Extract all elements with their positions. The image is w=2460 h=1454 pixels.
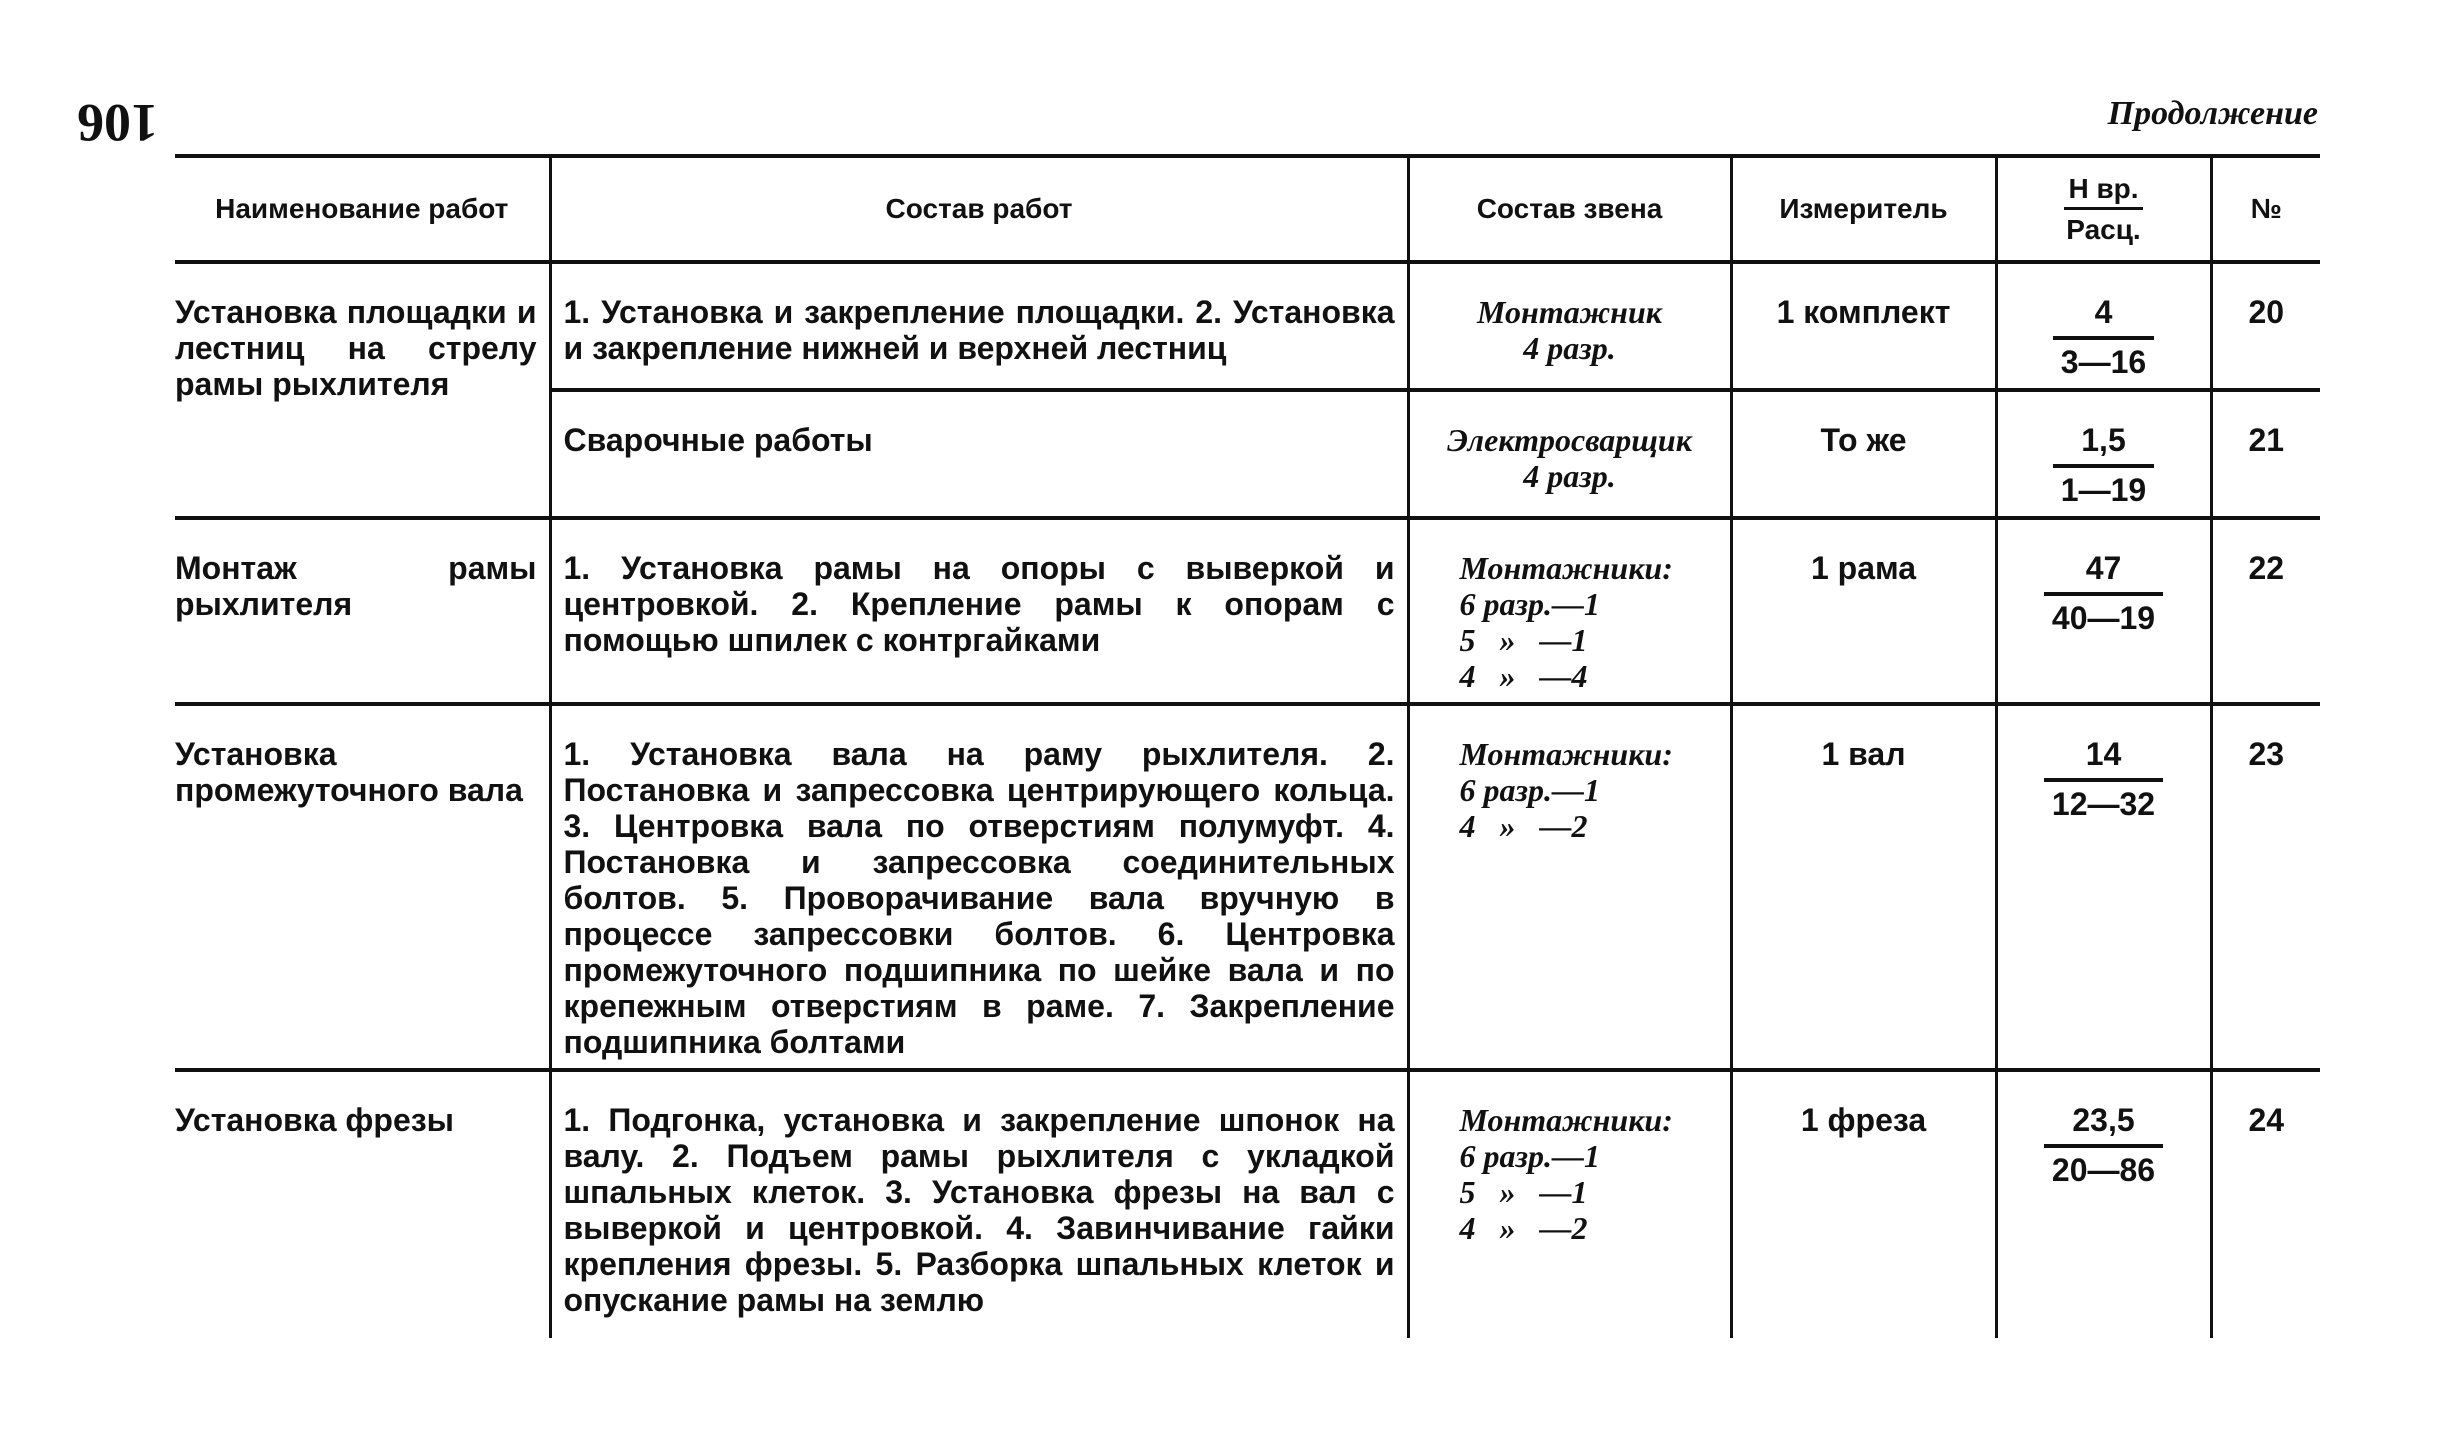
crew-title: Монтажник [1477, 294, 1662, 330]
unit: 1 фреза [1731, 1070, 1996, 1338]
continuation-label: Продолжение [2107, 95, 2318, 132]
table-row [175, 704, 2320, 1070]
norm-time: 47 [2085, 550, 2122, 586]
crew-line: 4 » —2 [1459, 1210, 1588, 1246]
crew-composition [1408, 704, 1731, 1070]
unit: То же [1731, 390, 1996, 518]
rate: 20—86 [2051, 1152, 2156, 1188]
work-content: 1. Установка вала на раму рыхлителя. 2. Постановка и запрессовка центрирующего кольца. 3. Центровка вала по отверстиям полумуфт. 4. Постановка и запрессовка соединительных болтов. 5. Проворачивание вала вручную в процессе запрессовки болтов. 6. Центровка промежуточного подшипника по шейке вала и по крепежным отверстиям в раме. 7. Закрепление подшипника болтами [550, 704, 1408, 1070]
fraction-rule [2044, 592, 2163, 596]
crew-line: 6 разр.—1 [1459, 1138, 1600, 1174]
header-norm-fraction [2064, 173, 2142, 246]
fraction-rule [2053, 336, 2154, 340]
row-number: 22 [2211, 518, 2320, 704]
unit: 1 комплект [1731, 262, 1996, 390]
crew-title: Монтажники: [1459, 1102, 1673, 1138]
work-name: Установка фрезы [175, 1070, 550, 1338]
page-number: 106 [77, 93, 158, 153]
crew-line: 4 » —4 [1459, 658, 1588, 694]
crew-line: 4 » —2 [1459, 808, 1588, 844]
fraction-rule [2053, 464, 2154, 468]
work-content: 1. Подгонка, установка и закрепление шпонок на валу. 2. Подъем рамы рыхлителя с укладкой шпальных клеток. 3. Установка фрезы на вал с выверкой и центровкой. 4. Завинчивание гайки крепления фрезы. 5. Разборка шпальных клеток и опускание рамы на землю [550, 1070, 1408, 1338]
norm-fraction [1996, 704, 2211, 1070]
work-content: Сварочные работы [550, 390, 1408, 518]
header-norm-time: Н вр. [2064, 173, 2142, 210]
fraction-rule [2044, 778, 2163, 782]
norm-time: 1,5 [2081, 422, 2126, 458]
fraction-rule [2044, 1144, 2163, 1148]
rate: 3—16 [2060, 344, 2147, 380]
work-name: Установка площадки и лестниц на стрелу рамы рыхлителя [175, 262, 550, 518]
row-number: 24 [2211, 1070, 2320, 1338]
work-content: 1. Установка рамы на опоры с выверкой и центровкой. 2. Крепление рамы к опорам с помощью шпилек с контргайками [550, 518, 1408, 704]
crew-line: 4 разр. [1523, 330, 1616, 366]
header-norm [1996, 156, 2211, 262]
row-number: 23 [2211, 704, 2320, 1070]
rate: 12—32 [2051, 786, 2156, 822]
crew-line: 6 разр.—1 [1459, 586, 1600, 622]
norm-fraction [1996, 262, 2211, 390]
norm-time: 14 [2085, 736, 2122, 772]
norms-table [175, 154, 2320, 1338]
work-name: Монтаж рамы рыхлителя [175, 518, 550, 704]
crew-composition [1408, 518, 1731, 704]
norm-fraction [1996, 1070, 2211, 1338]
crew-composition [1408, 390, 1731, 518]
norm-time: 23,5 [2072, 1102, 2135, 1138]
crew-line: 6 разр.—1 [1459, 772, 1600, 808]
header-number: № [2211, 156, 2320, 262]
norm-fraction [1996, 518, 2211, 704]
row-number: 21 [2211, 390, 2320, 518]
crew-composition [1408, 262, 1731, 390]
row-number: 20 [2211, 262, 2320, 390]
unit: 1 рама [1731, 518, 1996, 704]
table-row [175, 262, 2320, 390]
header-work: Состав работ [550, 156, 1408, 262]
unit: 1 вал [1731, 704, 1996, 1070]
header-unit: Измеритель [1731, 156, 1996, 262]
crew-composition [1408, 1070, 1731, 1338]
header-name: Наименование работ [175, 156, 550, 262]
crew-line: 4 разр. [1523, 458, 1616, 494]
table-row [175, 1070, 2320, 1338]
rate: 1—19 [2060, 472, 2147, 508]
crew-line: 5 » —1 [1459, 622, 1588, 658]
norm-time: 4 [2094, 294, 2113, 330]
crew-line: 5 » —1 [1459, 1174, 1588, 1210]
crew-title: Монтажники: [1459, 550, 1673, 586]
header-row [175, 156, 2320, 262]
crew-title: Электросварщик [1447, 422, 1692, 458]
norm-fraction [1996, 390, 2211, 518]
work-content: 1. Установка и закрепление площадки. 2. Установка и закрепление нижней и верхней лестниц [550, 262, 1408, 390]
crew-title: Монтажники: [1459, 736, 1673, 772]
table-row [175, 518, 2320, 704]
header-crew: Состав звена [1408, 156, 1731, 262]
work-name: Установка промежуточного вала [175, 704, 550, 1070]
rate: 40—19 [2051, 600, 2156, 636]
header-rate: Расц. [2066, 213, 2141, 245]
